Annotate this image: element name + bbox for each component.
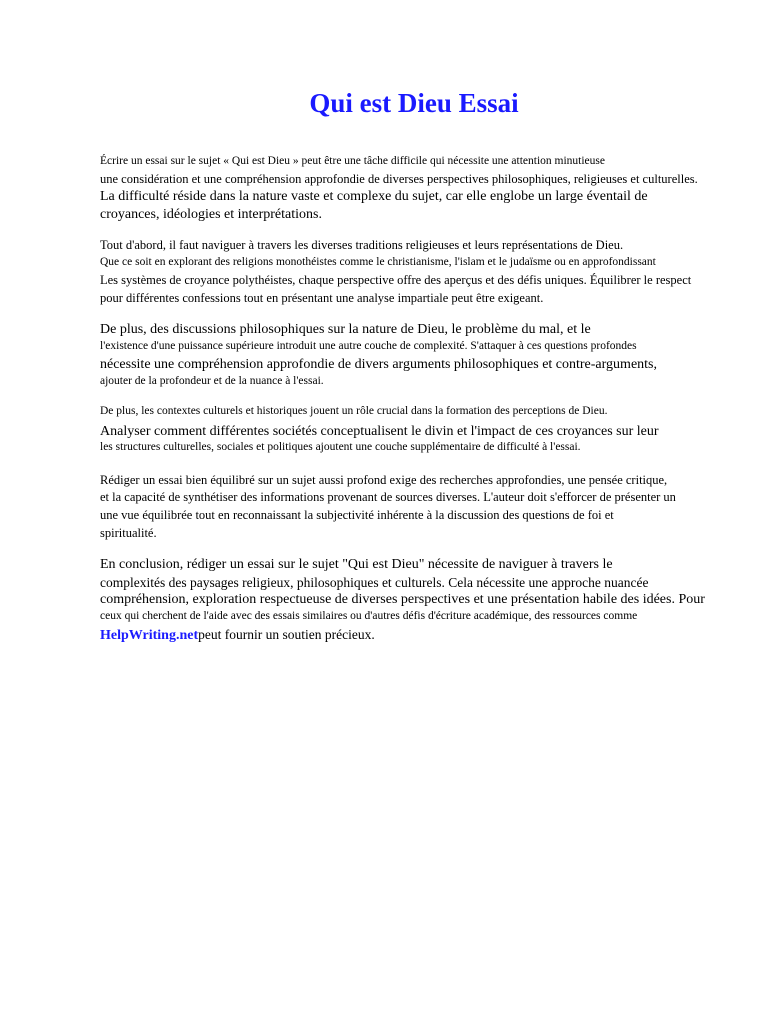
paragraph-3-line-3: nécessite une compréhension approfondie de divers arguments philosophiques et contre-arguments, — [100, 357, 657, 372]
after-link-text: peut fournir un soutien précieux. — [198, 627, 375, 642]
paragraph-5-line-2: et la capacité de synthétiser des informations provenant de sources diverses. L'auteur doit s'efforcer de présenter un — [100, 490, 676, 504]
paragraph-1-line-4: croyances, idéologies et interprétations. — [100, 207, 322, 222]
paragraph-5-line-4: spiritualité. — [100, 526, 157, 540]
helpwriting-link[interactable]: HelpWriting.net — [100, 628, 199, 643]
paragraph-2-line-3: Les systèmes de croyance polythéistes, chaque perspective offre des aperçus et des défis uniques. Équilibrer le respect — [100, 273, 692, 287]
paragraph-2-line-1: Tout d'abord, il faut naviguer à travers les diverses traditions religieuses et leurs représentations de Dieu. — [100, 238, 624, 252]
paragraph-3-line-4: ajouter de la profondeur et de la nuance à l'essai. — [100, 375, 324, 387]
paragraph-6-line-1: En conclusion, rédiger un essai sur le sujet "Qui est Dieu" nécessite de naviguer à travers le — [100, 557, 613, 572]
paragraph-2-line-2: Que ce soit en explorant des religions monothéistes comme le christianisme, l'islam et le judaïsme ou en approfondissant — [100, 256, 656, 268]
page-title: Qui est Dieu Essai — [309, 88, 519, 118]
paragraph-5-line-1: Rédiger un essai bien équilibré sur un sujet aussi profond exige des recherches approfondies, une pensée critique, — [100, 473, 668, 487]
paragraph-6-line-5 — [100, 627, 375, 644]
paragraph-3-line-2: l'existence d'une puissance supérieure introduit une autre couche de complexité. S'attaquer à ces questions profondes — [100, 340, 637, 352]
paragraph-5-line-3: une vue équilibrée tout en reconnaissant la subjectivité inhérente à la discussion des questions de foi et — [100, 508, 614, 522]
paragraph-1-line-2: une considération et une compréhension approfondie de diverses perspectives philosophiques, religieuses et culturelles. — [100, 172, 698, 186]
paragraph-3-line-1: De plus, des discussions philosophiques sur la nature de Dieu, le problème du mal, et le — [100, 322, 591, 337]
paragraph-4-line-2: Analyser comment différentes sociétés conceptualisent le divin et l'impact de ces croyances sur leur — [100, 424, 659, 439]
paragraph-1-line-3: La difficulté réside dans la nature vaste et complexe du sujet, car elle englobe un large éventail de — [100, 189, 648, 204]
paragraph-4-line-1: De plus, les contextes culturels et historiques jouent un rôle crucial dans la formation des perceptions de Dieu. — [100, 405, 608, 417]
paragraph-4-line-3: les structures culturelles, sociales et politiques ajoutent une couche supplémentaire de difficulté à l'essai. — [100, 441, 581, 453]
paragraph-6-line-4: ceux qui cherchent de l'aide avec des essais similaires ou d'autres défis d'écriture académique, des ressources comme — [100, 610, 638, 622]
paragraph-2-line-4: pour différentes confessions tout en présentant une analyse impartiale peut être exigeant. — [100, 291, 544, 305]
paragraph-6-line-3: compréhension, exploration respectueuse de diverses perspectives et une présentation habile des idées. Pour — [100, 592, 705, 607]
paragraph-6-line-2: complexités des paysages religieux, philosophiques et culturels. Cela nécessite une approche nuancée — [100, 575, 649, 590]
paragraph-1-line-1: Écrire un essai sur le sujet « Qui est Dieu » peut être une tâche difficile qui nécessite une attention minutieuse — [100, 155, 605, 167]
